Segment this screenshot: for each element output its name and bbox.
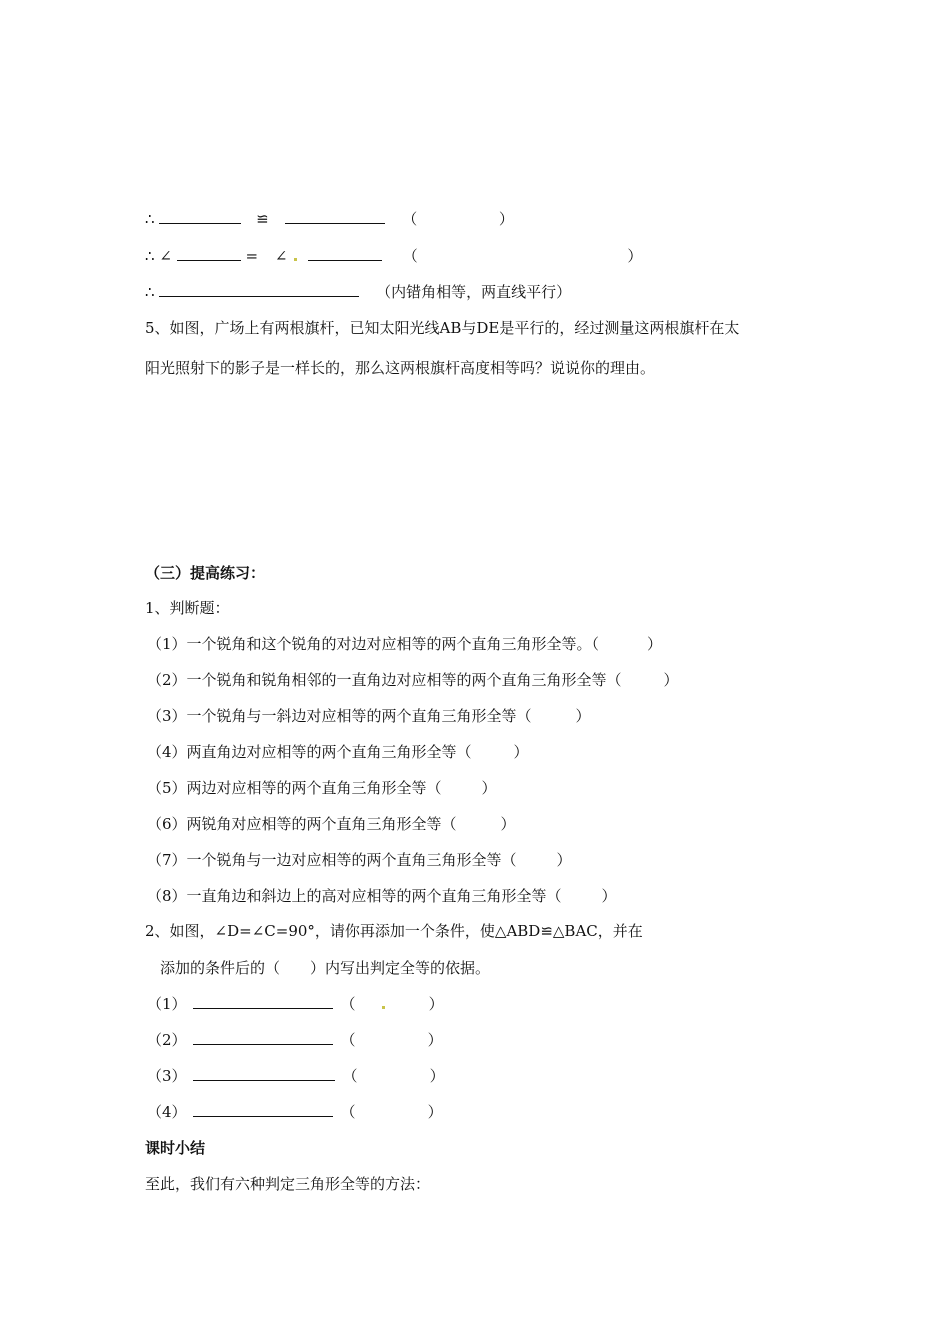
judgment-item xyxy=(147,742,529,762)
answer-blank[interactable] xyxy=(308,246,382,261)
judgment-item xyxy=(147,778,497,798)
summary-heading: 课时小结 xyxy=(145,1139,206,1157)
therefore-symbol: ∴ xyxy=(145,283,155,301)
equals-sign: = xyxy=(245,247,259,265)
judgment-text: （8）一直角边和斜边上的高对应相等的两个直角三角形全等（ xyxy=(147,887,562,905)
paren-open: （ xyxy=(340,1031,356,1049)
summary-text: 至此，我们有六种判定三角形全等的方法： xyxy=(145,1175,431,1193)
reason-text: （内错角相等，两直线平行） xyxy=(376,283,572,301)
judgment-text: （6）两锐角对应相等的两个直角三角形全等（ xyxy=(147,815,457,833)
proof-line-3 xyxy=(145,282,571,302)
item-number: （1） xyxy=(147,995,187,1013)
paren-close: ） xyxy=(627,247,643,265)
judgment-text: （1）一个锐角和这个锐角的对边对应相等的两个直角三角形全等。（ xyxy=(147,635,600,653)
judgment-item xyxy=(147,706,591,726)
condition-item xyxy=(147,1030,443,1050)
paren-close: ） xyxy=(427,1031,443,1049)
condition-item xyxy=(147,994,444,1014)
answer-blank[interactable] xyxy=(177,246,241,261)
proof-line-2 xyxy=(145,246,642,266)
judgment-text: （3）一个锐角与一斜边对应相等的两个直角三角形全等（ xyxy=(147,707,532,725)
judgment-item xyxy=(147,886,617,906)
paren-close: ） xyxy=(498,210,514,228)
judgment-text: （4）两直角边对应相等的两个直角三角形全等（ xyxy=(147,743,472,761)
congruent-symbol: ≌ xyxy=(256,210,269,228)
therefore-symbol: ∴ xyxy=(145,247,155,265)
judgment-item xyxy=(147,634,662,654)
paren-open: （ xyxy=(402,210,418,228)
paren-close: ） xyxy=(556,851,572,869)
paren-close: ） xyxy=(601,887,617,905)
judgment-item xyxy=(147,814,516,834)
angle-symbol: ∠ xyxy=(274,247,288,265)
answer-blank[interactable] xyxy=(159,282,359,297)
question-2-line-1: 2、如图，∠D=∠C=90°，请你再添加一个条件，使△ABD≌△BAC，并在 xyxy=(145,922,643,940)
condition-blank[interactable] xyxy=(193,994,333,1009)
question-2-line-2: 添加的条件后的（ ）内写出判定全等的依据。 xyxy=(160,959,491,977)
paren-close: ） xyxy=(500,815,516,833)
judgment-text: （2）一个锐角和锐角相邻的一直角边对应相等的两个直角三角形全等（ xyxy=(147,671,622,689)
paren-close: ） xyxy=(575,707,591,725)
item-number: （3） xyxy=(147,1067,187,1085)
angle-symbol: ∠ xyxy=(159,247,172,265)
paren-close: ） xyxy=(428,995,444,1013)
judgment-item xyxy=(147,850,572,870)
section-heading: （三）提高练习： xyxy=(145,564,266,582)
paren-close: ） xyxy=(481,779,497,797)
judgment-text: （5）两边对应相等的两个直角三角形全等（ xyxy=(147,779,442,797)
condition-blank[interactable] xyxy=(193,1030,333,1045)
condition-blank[interactable] xyxy=(193,1102,333,1117)
judgment-text: （7）一个锐角与一边对应相等的两个直角三角形全等（ xyxy=(147,851,517,869)
paren-open: （ xyxy=(340,995,356,1013)
paren-close: ） xyxy=(647,635,663,653)
condition-item xyxy=(147,1102,443,1122)
stray-dot xyxy=(382,1006,385,1009)
problem-5-line-2: 阳光照射下的影子是一样长的，那么这两根旗杆高度相等吗？说说你的理由。 xyxy=(145,359,656,377)
condition-blank[interactable] xyxy=(193,1066,335,1081)
stray-dot xyxy=(294,258,297,261)
item-number: （2） xyxy=(147,1031,187,1049)
paren-close: ） xyxy=(513,743,529,761)
answer-blank[interactable] xyxy=(159,209,241,224)
paren-close: ） xyxy=(427,1103,443,1121)
item-number: （4） xyxy=(147,1103,187,1121)
proof-line-1 xyxy=(145,209,514,229)
question-1-title: 1、判断题： xyxy=(145,599,230,617)
therefore-symbol: ∴ xyxy=(145,210,155,228)
condition-item xyxy=(147,1066,445,1086)
paren-open: （ xyxy=(402,247,418,265)
paren-close: ） xyxy=(663,671,679,689)
paren-open: （ xyxy=(340,1103,356,1121)
paren-close: ） xyxy=(429,1067,445,1085)
judgment-item xyxy=(147,670,679,690)
paren-open: （ xyxy=(342,1067,358,1085)
answer-blank[interactable] xyxy=(285,209,385,224)
problem-5-line-1: 5、如图，广场上有两根旗杆，已知太阳光线AB与DE是平行的，经过测量这两根旗杆在太 xyxy=(145,319,740,337)
